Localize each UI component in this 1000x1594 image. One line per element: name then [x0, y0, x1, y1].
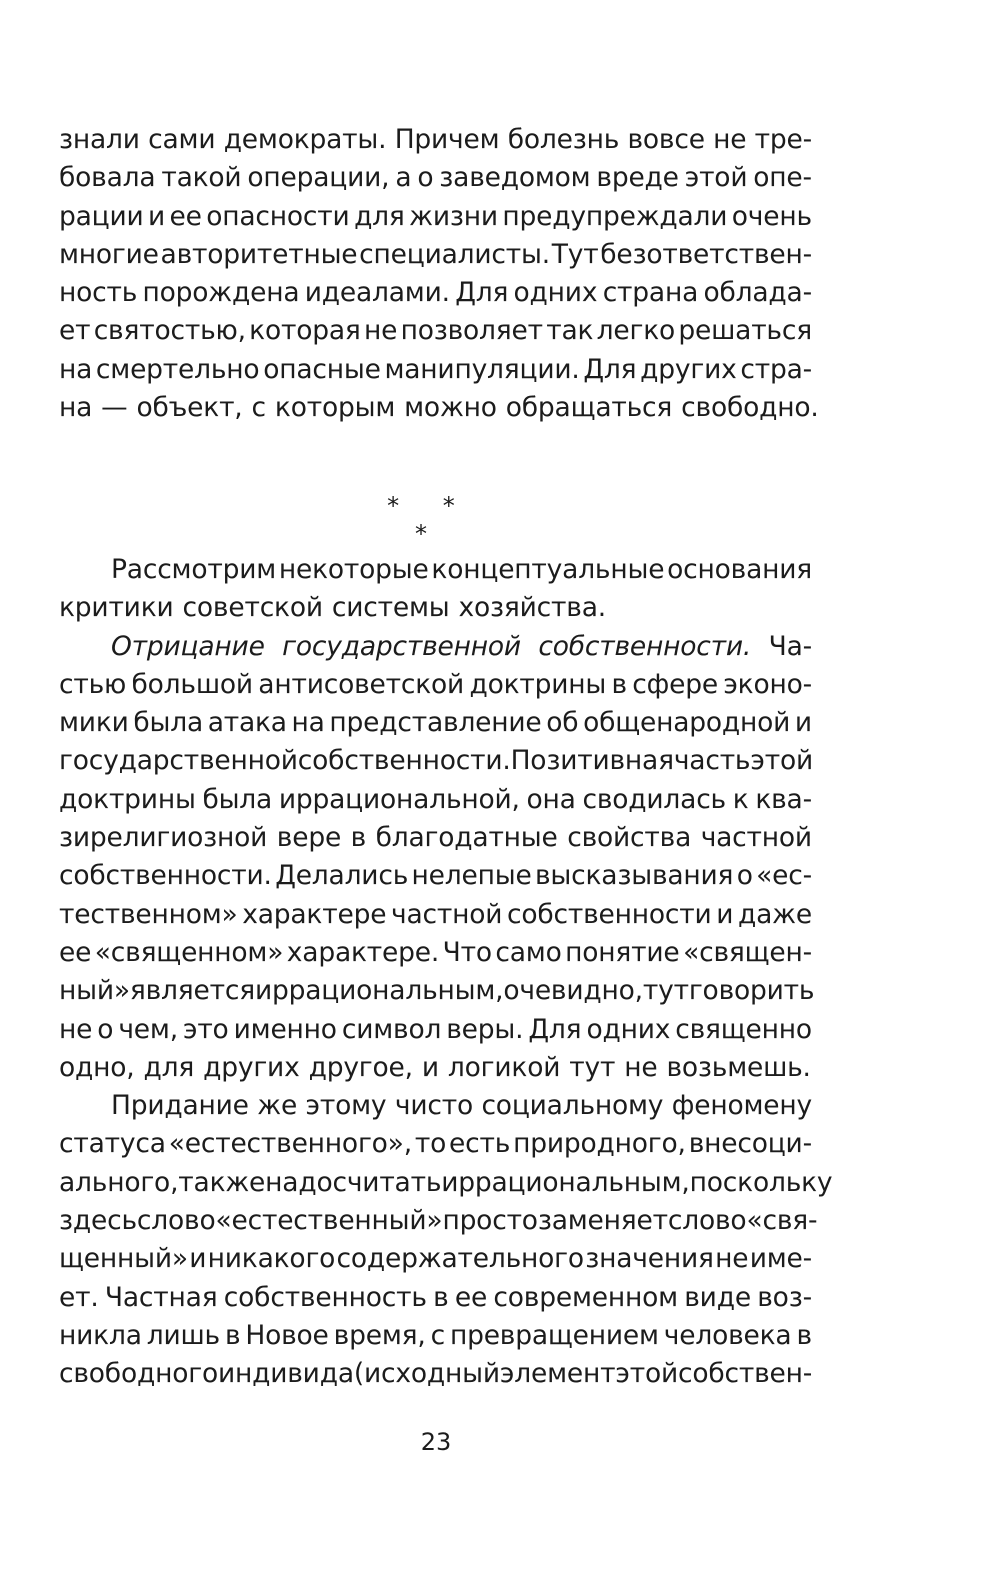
text-line: бовала такой операции, а о заведомом вреде этой опе- — [59, 162, 812, 194]
text-line: здесь слово «естественный» просто заменяет слово «свя- — [59, 1205, 818, 1237]
text-line: ального, также надо считать иррациональным, поскольку — [59, 1166, 833, 1198]
text-line: статуса «естественного», то есть природного, внесоци- — [59, 1128, 812, 1160]
text-line: стью большой антисоветской доктрины в сфере эконо- — [59, 668, 812, 700]
section-separator: * * * — [387, 492, 473, 548]
text-line: ет. Частная собственность в ее современном виде воз- — [59, 1281, 812, 1313]
text-line: ность порождена идеалами. Для одних страна облада- — [59, 277, 812, 309]
text-line: доктрины была иррациональной, она сводилась к ква- — [59, 783, 812, 815]
text-line: никла лишь в Новое время, с превращением человека в — [59, 1319, 812, 1351]
text-line: рации и ее опасности для жизни предупреждали очень — [59, 200, 812, 232]
text-line: ее «священном» характере. Что само понятие «священ- — [59, 936, 812, 968]
text-line: критики советской системы хозяйства. — [59, 592, 606, 624]
text-line: государственной собственности. Позитивная часть этой — [59, 745, 813, 777]
text-line: тественном» характере частной собственности и даже — [59, 898, 812, 930]
text-line: свободного индивида (исходный элемент этой собствен- — [59, 1358, 813, 1390]
text-line: ный» является иррациональным, очевидно, тут говорить — [59, 975, 815, 1007]
text-line: многие авторитетные специалисты. Тут безответствен- — [59, 238, 812, 270]
text-line: ет святостью, которая не позволяет так легко решаться — [59, 315, 812, 347]
text-line: знали сами демократы. Причем болезнь вовсе не тре- — [59, 124, 812, 155]
text-line: щенный» и никакого содержательного значения не име- — [59, 1243, 812, 1275]
text-line: на — объект, с которым можно обращаться свободно. — [59, 392, 819, 424]
text-line: не о чем, это именно символ веры. Для одних священно — [59, 1013, 812, 1045]
text-line: на смертельно опасные манипуляции. Для других стра- — [59, 353, 812, 385]
text-line: зирелигиозной вере в благодатные свойства частной — [59, 822, 812, 854]
paragraph-block-top — [59, 121, 819, 427]
text-line: собственности. Делались нелепые высказывания о «ес- — [59, 860, 812, 892]
paragraph-block-main — [59, 551, 833, 1394]
text-line: Придание же этому чисто социальному феномену — [111, 1090, 812, 1122]
text-line: мики была атака на представление об общенародной и — [59, 707, 812, 739]
text-line: Рассмотрим некоторые концептуальные основания — [111, 554, 812, 585]
page-number: 23 — [420, 1428, 452, 1456]
text-line: одно, для других другое, и логикой тут не возьмешь. — [59, 1051, 811, 1083]
text-line: Отрицание государственной собственности. Ча- — [111, 630, 812, 662]
